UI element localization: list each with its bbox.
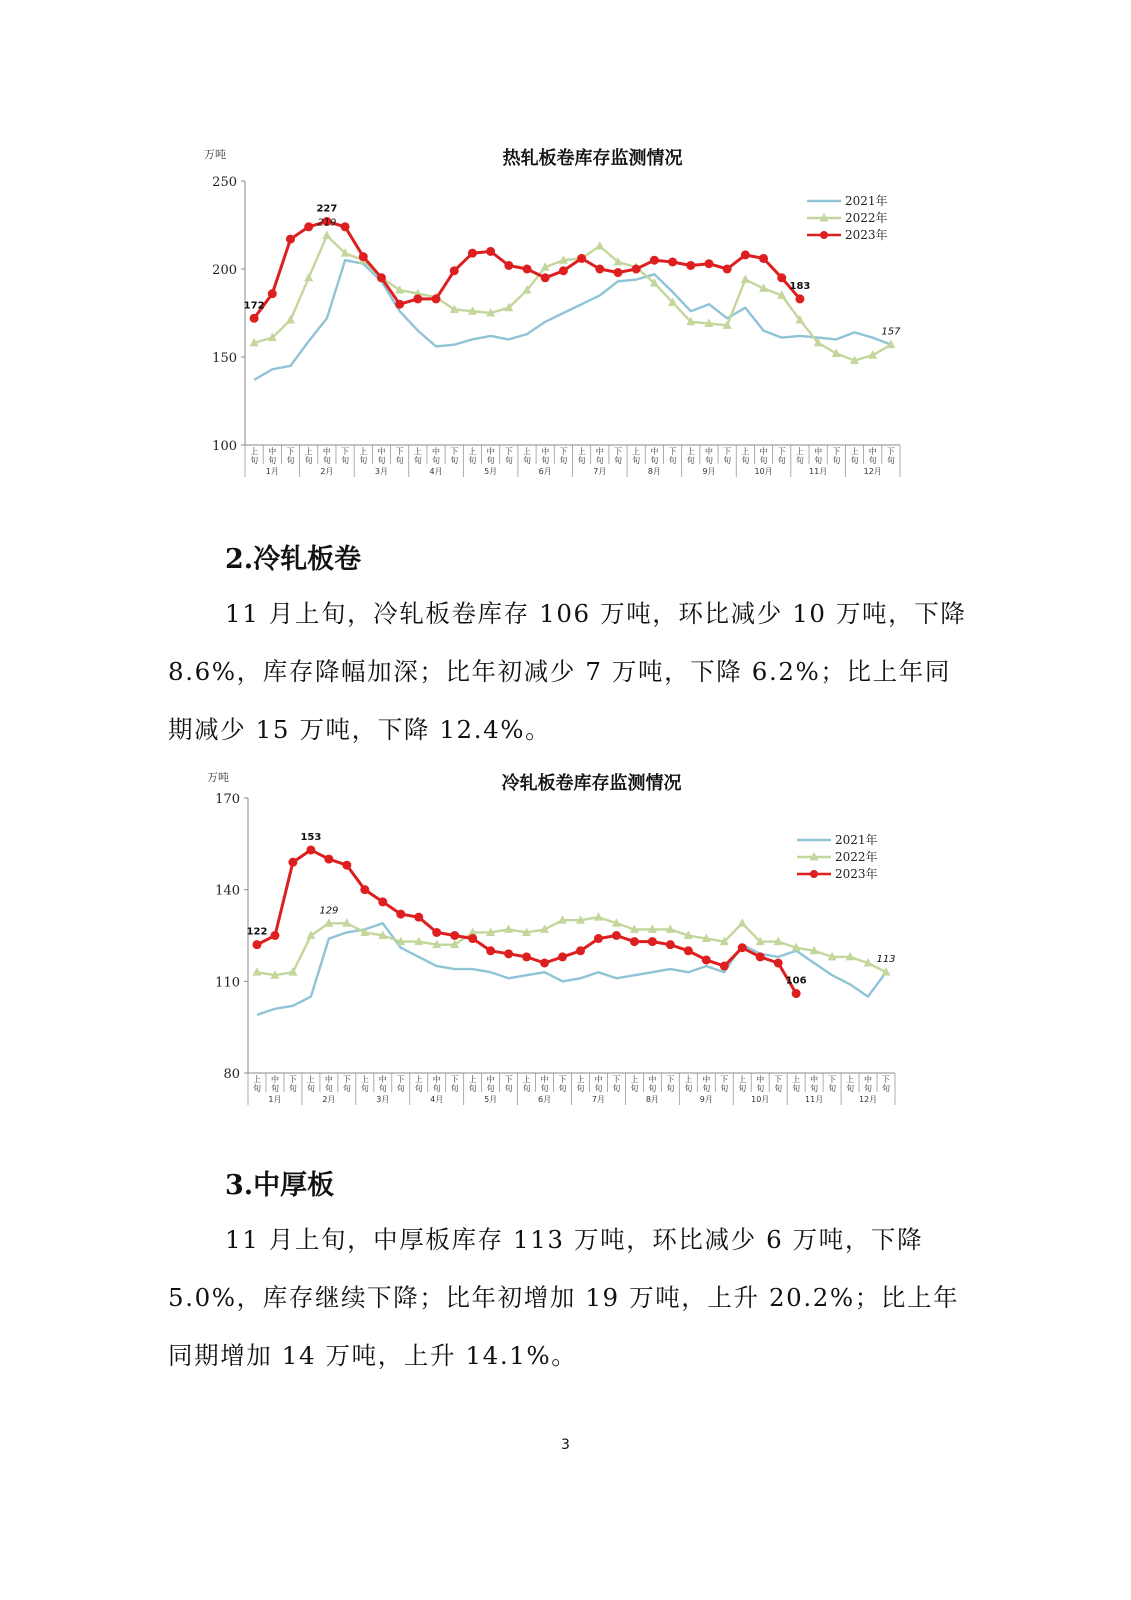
data-label: 129 xyxy=(319,905,339,917)
x-period-label: 中 xyxy=(270,1075,279,1084)
x-period-label: 下 xyxy=(613,447,622,456)
x-period-label: 中 xyxy=(864,1075,873,1084)
data-point-2023年 xyxy=(306,845,315,854)
x-period-label: 下 xyxy=(723,447,732,456)
legend-label: 2023年 xyxy=(845,228,888,242)
x-period-label: 上 xyxy=(741,447,750,456)
x-period-label: 上 xyxy=(632,447,641,456)
x-period-label: 旬 xyxy=(541,456,550,465)
x-period-label: 下 xyxy=(396,1075,405,1084)
x-period-label: 上 xyxy=(306,1075,315,1084)
data-point-2023年 xyxy=(304,222,313,231)
x-period-label: 旬 xyxy=(650,456,659,465)
x-period-label: 旬 xyxy=(850,456,859,465)
data-point-2023年 xyxy=(648,937,657,946)
x-month-label: 9月 xyxy=(699,1095,713,1104)
x-period-label: 旬 xyxy=(341,456,350,465)
data-point-2023年 xyxy=(413,294,422,303)
data-point-2023年 xyxy=(774,959,783,968)
data-point-2023年 xyxy=(759,254,768,263)
x-period-label: 旬 xyxy=(450,1084,459,1093)
x-month-label: 8月 xyxy=(647,467,661,476)
x-period-label: 旬 xyxy=(741,456,750,465)
x-month-label: 8月 xyxy=(645,1095,659,1104)
x-period-label: 中 xyxy=(814,447,823,456)
data-point-2023年 xyxy=(250,314,259,323)
x-month-label: 7月 xyxy=(591,1095,606,1104)
series-line-2022年 xyxy=(254,236,891,361)
x-period-label: 下 xyxy=(450,1075,459,1084)
x-period-label: 旬 xyxy=(814,456,823,465)
data-label: 227 xyxy=(316,203,338,215)
x-period-label: 中 xyxy=(648,1075,657,1084)
data-point-2023年 xyxy=(795,294,804,303)
x-period-label: 旬 xyxy=(286,456,295,465)
data-point-2023年 xyxy=(268,289,277,298)
data-point-2022年 xyxy=(286,315,295,324)
x-period-label: 中 xyxy=(759,447,768,456)
data-point-2023年 xyxy=(630,937,639,946)
chart-title: 热轧板卷库存监测情况 xyxy=(502,148,683,169)
x-month-label: 10月 xyxy=(751,1095,770,1104)
data-point-2023年 xyxy=(252,940,261,949)
x-period-label: 旬 xyxy=(668,456,677,465)
x-period-label: 旬 xyxy=(324,1084,333,1093)
chart-title: 冷轧板卷库存监测情况 xyxy=(501,773,682,794)
x-period-label: 旬 xyxy=(630,1084,639,1093)
legend-marker xyxy=(820,231,828,239)
medium-plate-paragraph: 11 月上旬，中厚板库存 113 万吨，环比减少 6 万吨，下降 5.0%，库存继续下降；比年初增加 19 万吨，上升 20.2%；比上年同期增加 14 万吨，上升 14.1%。 xyxy=(168,1225,960,1370)
data-point-2023年 xyxy=(576,946,585,955)
x-period-label: 旬 xyxy=(504,456,513,465)
x-period-label: 上 xyxy=(468,447,477,456)
x-period-label: 下 xyxy=(288,1075,297,1084)
data-point-2023年 xyxy=(595,265,604,274)
chart-svg xyxy=(195,140,915,490)
data-point-2023年 xyxy=(360,885,369,894)
x-period-label: 旬 xyxy=(322,456,331,465)
data-point-2023年 xyxy=(577,254,586,263)
x-period-label: 旬 xyxy=(810,1084,819,1093)
legend-label: 2021年 xyxy=(845,194,888,208)
x-period-label: 旬 xyxy=(576,1084,585,1093)
x-period-label: 下 xyxy=(886,447,895,456)
y-tick-label: 100 xyxy=(212,439,237,454)
data-point-2023年 xyxy=(414,913,423,922)
x-period-label: 中 xyxy=(378,1075,387,1084)
legend-label: 2022年 xyxy=(835,850,878,864)
x-period-label: 中 xyxy=(486,1075,495,1084)
x-period-label: 中 xyxy=(594,1075,603,1084)
legend-label: 2021年 xyxy=(835,833,878,847)
x-month-label: 2月 xyxy=(322,1095,336,1104)
x-period-label: 上 xyxy=(576,1075,585,1084)
data-label: 153 xyxy=(300,831,322,843)
data-point-2023年 xyxy=(395,300,404,309)
x-period-label: 中 xyxy=(377,447,386,456)
x-period-label: 旬 xyxy=(595,456,604,465)
series-line-2023年 xyxy=(257,850,796,994)
x-period-label: 中 xyxy=(322,447,331,456)
x-period-label: 旬 xyxy=(306,1084,315,1093)
x-period-label: 中 xyxy=(540,1075,549,1084)
x-period-label: 旬 xyxy=(378,1084,387,1093)
x-period-label: 旬 xyxy=(828,1084,837,1093)
x-period-label: 上 xyxy=(252,1075,261,1084)
x-period-label: 旬 xyxy=(882,1084,891,1093)
x-period-label: 旬 xyxy=(759,456,768,465)
cold-rolled-inventory-chart xyxy=(195,765,915,1130)
data-label: 172 xyxy=(243,300,265,312)
data-point-2022年 xyxy=(252,967,261,976)
data-label: 106 xyxy=(785,975,807,987)
data-point-2023年 xyxy=(378,897,387,906)
x-period-label: 下 xyxy=(504,447,513,456)
x-period-label: 旬 xyxy=(486,456,495,465)
legend-label: 2023年 xyxy=(835,867,878,881)
data-point-2023年 xyxy=(468,249,477,258)
data-point-2023年 xyxy=(396,910,405,919)
x-month-label: 10月 xyxy=(754,467,773,476)
x-period-label: 旬 xyxy=(522,1084,531,1093)
data-point-2023年 xyxy=(559,266,568,275)
x-period-label: 上 xyxy=(414,1075,423,1084)
x-period-label: 上 xyxy=(523,447,532,456)
x-period-label: 下 xyxy=(342,1075,351,1084)
x-period-label: 旬 xyxy=(684,1084,693,1093)
y-tick-label: 80 xyxy=(223,1067,240,1082)
x-period-label: 旬 xyxy=(686,456,695,465)
x-period-label: 旬 xyxy=(648,1084,657,1093)
x-month-label: 1月 xyxy=(268,1095,282,1104)
x-period-label: 旬 xyxy=(486,1084,495,1093)
x-month-label: 3月 xyxy=(374,467,389,476)
x-period-label: 旬 xyxy=(613,456,622,465)
x-period-label: 中 xyxy=(432,447,441,456)
x-month-label: 11月 xyxy=(809,467,828,476)
y-tick-label: 140 xyxy=(215,883,240,899)
x-period-label: 旬 xyxy=(577,456,586,465)
x-period-label: 旬 xyxy=(756,1084,765,1093)
x-period-label: 中 xyxy=(324,1075,333,1084)
x-period-label: 下 xyxy=(558,1075,567,1084)
x-period-label: 旬 xyxy=(720,1084,729,1093)
data-point-2023年 xyxy=(504,949,513,958)
data-point-2022年 xyxy=(288,967,297,976)
x-period-label: 上 xyxy=(577,447,586,456)
x-period-label: 下 xyxy=(286,447,295,456)
data-point-2023年 xyxy=(666,940,675,949)
x-period-label: 上 xyxy=(686,447,695,456)
x-period-label: 上 xyxy=(468,1075,477,1084)
x-period-label: 下 xyxy=(341,447,350,456)
legend-label: 2022年 xyxy=(845,211,888,225)
x-period-label: 旬 xyxy=(359,456,368,465)
x-period-label: 上 xyxy=(630,1075,639,1084)
x-period-label: 上 xyxy=(250,447,259,456)
x-period-label: 下 xyxy=(395,447,404,456)
y-tick-label: 200 xyxy=(212,263,237,278)
x-period-label: 上 xyxy=(738,1075,747,1084)
x-period-label: 中 xyxy=(650,447,659,456)
x-period-label: 旬 xyxy=(540,1084,549,1093)
data-point-2023年 xyxy=(650,256,659,265)
data-point-2023年 xyxy=(324,855,333,864)
x-month-label: 2月 xyxy=(320,467,334,476)
x-period-label: 中 xyxy=(595,447,604,456)
x-period-label: 下 xyxy=(559,447,568,456)
x-period-label: 旬 xyxy=(268,456,277,465)
data-label: 113 xyxy=(876,954,896,966)
x-period-label: 下 xyxy=(720,1075,729,1084)
x-period-label: 旬 xyxy=(304,456,313,465)
data-label: 183 xyxy=(789,280,811,292)
x-period-label: 旬 xyxy=(846,1084,855,1093)
series-line-2021年 xyxy=(257,923,886,1015)
data-point-2023年 xyxy=(522,952,531,961)
data-point-2022年 xyxy=(738,918,747,927)
x-period-label: 下 xyxy=(828,1075,837,1084)
x-period-label: 旬 xyxy=(523,456,532,465)
x-period-label: 旬 xyxy=(723,456,732,465)
x-period-label: 旬 xyxy=(288,1084,297,1093)
data-point-2023年 xyxy=(741,250,750,259)
data-point-2023年 xyxy=(632,265,641,274)
medium-plate-heading: 3.中厚板 xyxy=(225,1170,335,1201)
x-month-label: 12月 xyxy=(863,467,882,476)
data-point-2022年 xyxy=(304,273,313,282)
x-period-label: 旬 xyxy=(414,1084,423,1093)
x-period-label: 旬 xyxy=(792,1084,801,1093)
data-point-2023年 xyxy=(288,858,297,867)
x-period-label: 下 xyxy=(774,1075,783,1084)
data-point-2023年 xyxy=(486,946,495,955)
chart-svg xyxy=(195,765,915,1130)
data-point-2023年 xyxy=(594,934,603,943)
cold-rolled-heading: 2.冷轧板卷 xyxy=(225,544,362,575)
x-period-label: 下 xyxy=(832,447,841,456)
x-period-label: 中 xyxy=(868,447,877,456)
data-point-2023年 xyxy=(738,943,747,952)
x-period-label: 旬 xyxy=(413,456,422,465)
x-period-label: 旬 xyxy=(450,456,459,465)
data-point-2023年 xyxy=(723,265,732,274)
data-point-2023年 xyxy=(792,989,801,998)
x-period-label: 旬 xyxy=(795,456,804,465)
x-period-label: 上 xyxy=(304,447,313,456)
x-period-label: 旬 xyxy=(360,1084,369,1093)
x-period-label: 旬 xyxy=(252,1084,261,1093)
data-point-2023年 xyxy=(702,955,711,964)
x-period-label: 中 xyxy=(541,447,550,456)
x-period-label: 旬 xyxy=(558,1084,567,1093)
x-period-label: 中 xyxy=(704,447,713,456)
y-tick-label: 150 xyxy=(212,351,237,366)
x-period-label: 下 xyxy=(777,447,786,456)
x-period-label: 旬 xyxy=(432,456,441,465)
data-point-2023年 xyxy=(377,273,386,282)
data-point-2023年 xyxy=(432,294,441,303)
x-period-label: 旬 xyxy=(468,1084,477,1093)
data-point-2022年 xyxy=(322,231,331,240)
x-period-label: 旬 xyxy=(777,456,786,465)
y-tick-label: 250 xyxy=(212,175,237,190)
x-month-label: 3月 xyxy=(376,1095,390,1104)
x-period-label: 上 xyxy=(360,1075,369,1084)
series-line-2022年 xyxy=(257,917,886,975)
x-period-label: 旬 xyxy=(704,456,713,465)
data-point-2023年 xyxy=(541,273,550,282)
x-period-label: 旬 xyxy=(886,456,895,465)
data-point-2023年 xyxy=(270,931,279,940)
x-period-label: 上 xyxy=(792,1075,801,1084)
data-label: 157 xyxy=(881,326,901,338)
x-period-label: 旬 xyxy=(396,1084,405,1093)
x-month-label: 6月 xyxy=(538,467,552,476)
data-label: 122 xyxy=(246,926,268,938)
x-period-label: 旬 xyxy=(377,456,386,465)
x-period-label: 上 xyxy=(846,1075,855,1084)
x-period-label: 下 xyxy=(666,1075,675,1084)
x-period-label: 旬 xyxy=(395,456,404,465)
data-point-2023年 xyxy=(450,266,459,275)
data-point-2023年 xyxy=(613,268,622,277)
x-month-label: 9月 xyxy=(702,467,716,476)
data-point-2023年 xyxy=(523,265,532,274)
data-point-2023年 xyxy=(468,934,477,943)
x-period-label: 中 xyxy=(432,1075,441,1084)
data-point-2023年 xyxy=(668,257,677,266)
x-period-label: 上 xyxy=(413,447,422,456)
data-point-2023年 xyxy=(486,247,495,256)
y-axis-unit: 万吨 xyxy=(207,771,229,784)
data-point-2022年 xyxy=(595,241,604,250)
data-point-2023年 xyxy=(756,952,765,961)
data-point-2023年 xyxy=(612,931,621,940)
data-label: 219 xyxy=(317,217,337,229)
x-period-label: 旬 xyxy=(468,456,477,465)
x-period-label: 旬 xyxy=(270,1084,279,1093)
data-point-2022年 xyxy=(504,924,513,933)
data-point-2023年 xyxy=(341,222,350,231)
x-period-label: 旬 xyxy=(342,1084,351,1093)
data-point-2023年 xyxy=(450,931,459,940)
x-period-label: 旬 xyxy=(666,1084,675,1093)
x-period-label: 上 xyxy=(522,1075,531,1084)
data-point-2023年 xyxy=(720,962,729,971)
data-point-2023年 xyxy=(504,261,513,270)
x-period-label: 下 xyxy=(668,447,677,456)
legend-marker xyxy=(810,870,818,878)
x-period-label: 旬 xyxy=(774,1084,783,1093)
cold-rolled-paragraph: 11 月上旬，冷轧板卷库存 106 万吨，环比减少 10 万吨，下降 8.6%，库存降幅加深；比年初减少 7 万吨，下降 6.2%；比上年同期减少 15 万吨，下降 12.4%。 xyxy=(168,599,967,744)
x-period-label: 中 xyxy=(702,1075,711,1084)
x-period-label: 下 xyxy=(882,1075,891,1084)
x-month-label: 11月 xyxy=(805,1095,824,1104)
data-point-2023年 xyxy=(286,235,295,244)
x-period-label: 上 xyxy=(359,447,368,456)
x-period-label: 上 xyxy=(684,1075,693,1084)
x-month-label: 5月 xyxy=(484,467,498,476)
x-period-label: 下 xyxy=(504,1075,513,1084)
x-period-label: 中 xyxy=(756,1075,765,1084)
x-period-label: 旬 xyxy=(432,1084,441,1093)
x-period-label: 旬 xyxy=(864,1084,873,1093)
x-month-label: 1月 xyxy=(265,467,279,476)
x-period-label: 旬 xyxy=(504,1084,513,1093)
data-point-2023年 xyxy=(359,252,368,261)
x-period-label: 旬 xyxy=(832,456,841,465)
data-point-2023年 xyxy=(342,861,351,870)
x-period-label: 旬 xyxy=(868,456,877,465)
x-month-label: 6月 xyxy=(537,1095,552,1104)
x-period-label: 旬 xyxy=(559,456,568,465)
x-month-label: 12月 xyxy=(858,1095,878,1104)
hot-rolled-inventory-chart xyxy=(195,140,915,490)
x-month-label: 4月 xyxy=(430,1095,444,1104)
x-month-label: 4月 xyxy=(429,467,443,476)
x-period-label: 中 xyxy=(810,1075,819,1084)
data-point-2023年 xyxy=(540,959,549,968)
x-month-label: 7月 xyxy=(593,467,607,476)
x-period-label: 下 xyxy=(612,1075,621,1084)
data-point-2023年 xyxy=(684,946,693,955)
x-period-label: 旬 xyxy=(612,1084,621,1093)
x-period-label: 旬 xyxy=(250,456,259,465)
data-point-2022年 xyxy=(594,912,603,921)
data-point-2022年 xyxy=(741,275,750,284)
x-period-label: 旬 xyxy=(594,1084,603,1093)
y-axis-unit: 万吨 xyxy=(204,148,226,161)
data-point-2023年 xyxy=(704,259,713,268)
y-tick-label: 170 xyxy=(215,792,240,807)
page-number: 3 xyxy=(561,1437,570,1453)
y-tick-label: 110 xyxy=(215,975,240,991)
data-point-2023年 xyxy=(558,952,567,961)
x-period-label: 旬 xyxy=(738,1084,747,1093)
x-month-label: 5月 xyxy=(484,1095,498,1104)
x-period-label: 下 xyxy=(450,447,459,456)
x-period-label: 中 xyxy=(268,447,277,456)
x-period-label: 旬 xyxy=(632,456,641,465)
data-point-2023年 xyxy=(686,261,695,270)
data-point-2023年 xyxy=(777,273,786,282)
series-line-2021年 xyxy=(254,260,891,380)
x-period-label: 上 xyxy=(795,447,804,456)
x-period-label: 中 xyxy=(486,447,495,456)
x-period-label: 旬 xyxy=(702,1084,711,1093)
x-period-label: 上 xyxy=(850,447,859,456)
data-point-2023年 xyxy=(432,928,441,937)
